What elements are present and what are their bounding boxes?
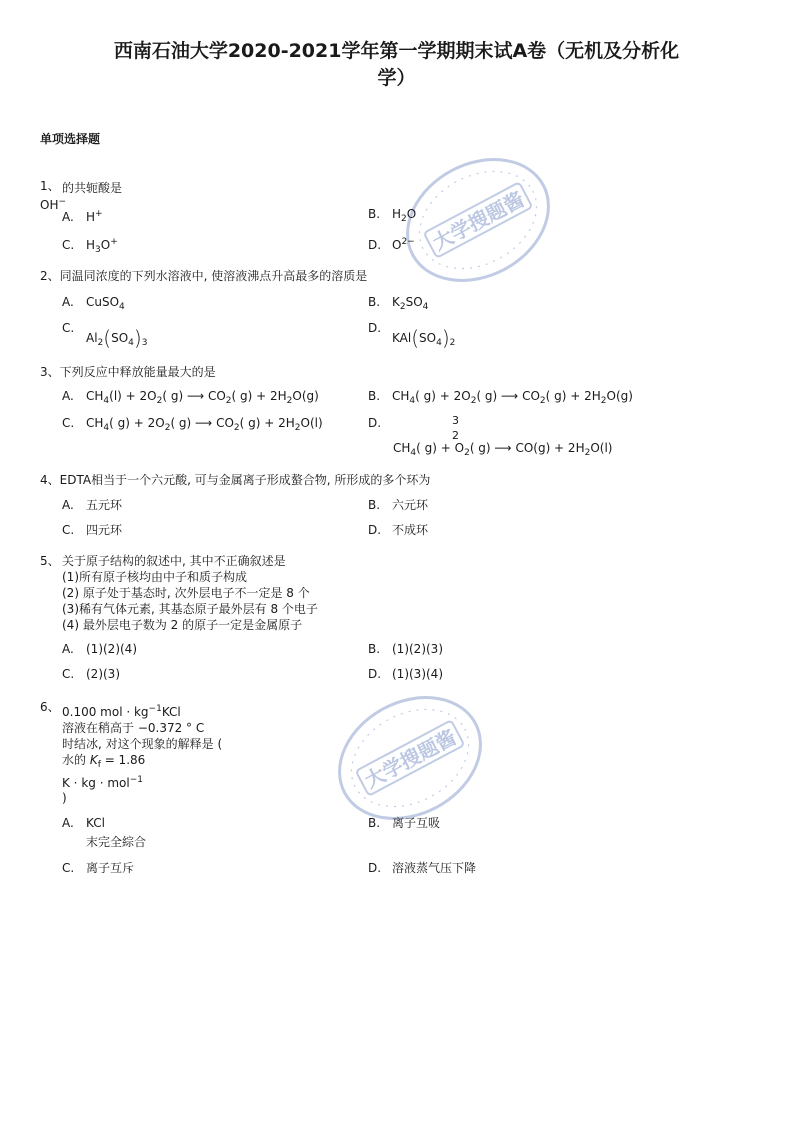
watermark-stamp xyxy=(330,688,490,828)
option-letter: A. xyxy=(62,295,74,309)
option-letter: D. xyxy=(368,238,382,252)
option-text: $CH_4$( $g) + O_2$( g) ⟶ $CO(g) + 2H_2O(l)$ xyxy=(393,441,613,458)
question-2 xyxy=(40,268,367,284)
page-title: 西南石油大学2020-2021学年第一学期期末试A卷（无机及分析化 学） xyxy=(113,40,680,89)
option-text: H+ xyxy=(86,209,103,224)
question-number: 3、 xyxy=(40,365,60,379)
option-c[interactable] xyxy=(62,522,122,538)
option-text: (1)(2)(3) xyxy=(392,642,443,656)
option-d[interactable] xyxy=(368,860,476,876)
option-text: $O^{2-}$ xyxy=(392,237,415,252)
option-text: KCl 末完全綜合 xyxy=(86,816,147,849)
option-a[interactable] xyxy=(62,815,146,852)
watermark-text: 大学搜题酱 xyxy=(428,186,529,255)
option-letter: D. xyxy=(368,321,382,335)
option-c[interactable] xyxy=(62,666,120,682)
option-letter: A. xyxy=(62,642,74,656)
option-letter: C. xyxy=(62,861,75,875)
option-text: 五元环 xyxy=(86,498,123,512)
option-letter: B. xyxy=(368,642,381,656)
question-3 xyxy=(40,364,216,380)
fraction-numerator: 3 xyxy=(452,414,459,427)
option-letter: C. xyxy=(62,416,75,430)
option-a[interactable] xyxy=(62,294,125,315)
option-text: (2)(3) xyxy=(86,667,120,681)
option-c[interactable] xyxy=(62,320,148,350)
question-5 xyxy=(40,553,60,569)
option-letter: C. xyxy=(62,238,75,252)
option-text: 六元环 xyxy=(392,498,429,512)
option-b[interactable] xyxy=(368,388,633,409)
option-letter: B. xyxy=(368,498,381,512)
option-letter: B. xyxy=(368,295,381,309)
question-number: 6、 xyxy=(40,700,60,714)
option-d[interactable] xyxy=(368,666,443,682)
option-d[interactable] xyxy=(368,522,428,538)
option-letter: A. xyxy=(62,498,74,512)
question-stem-line6: ) xyxy=(62,791,67,805)
option-letter: A. xyxy=(62,389,74,403)
option-a[interactable] xyxy=(62,388,319,409)
question-1-stem-line2: 的共轭酸是 xyxy=(62,181,123,195)
option-text: (1)(2)(4) xyxy=(86,642,137,656)
question-number: 4、 xyxy=(40,473,60,487)
option-d[interactable] xyxy=(368,415,392,431)
watermark-stamp xyxy=(398,150,558,290)
option-b[interactable] xyxy=(368,294,428,315)
option-text: 不成环 xyxy=(392,523,429,537)
option-letter: D. xyxy=(368,416,382,430)
question-number: 2、 xyxy=(40,269,60,283)
option-text: $K_2SO_4$ xyxy=(392,295,429,312)
option-letter: B. xyxy=(368,816,381,830)
fraction-denominator: 2 xyxy=(452,429,459,442)
option-d[interactable] xyxy=(368,234,415,253)
option-c[interactable] xyxy=(62,234,118,258)
option-b[interactable] xyxy=(368,641,443,657)
question-stem-line3: 时结冰, 对这个现象的解释是 ( xyxy=(62,737,223,751)
question-stem-line1: 0.100 mol · $kg^{-1}KCl$ xyxy=(62,704,181,719)
option-b[interactable] xyxy=(368,497,428,513)
option-text: 离子互吸 xyxy=(392,816,441,830)
question-number: 1、 xyxy=(40,179,60,193)
option-b[interactable] xyxy=(368,206,416,227)
option-letter: C. xyxy=(62,321,75,335)
option-letter: D. xyxy=(368,861,382,875)
question-stem: 下列反应中释放能量最大的是 xyxy=(59,365,216,379)
question-stem-line2: 溶液在稍高于 −0.372 ° C xyxy=(62,721,205,735)
option-text: $KAl(SO_4)_2$ xyxy=(392,326,456,350)
question-stem: OH− xyxy=(40,197,67,212)
option-letter: D. xyxy=(368,667,382,681)
option-text: $H_2O$ xyxy=(392,207,417,224)
question-stem: 关于原子结构的叙述中, 其中不正确叙述是 (1)所有原子核均由中子和质子构成 (2) 原子处于基态时, 次外层电子不一定是 8 个 (3)稀有气体元素, 其基态原子最外层有 8 个电子 (4) 最外层电子数为 2 的原子一定是金属原子 xyxy=(62,554,318,632)
question-stem-line5: K · kg · mol$^{-1}$ xyxy=(62,775,143,790)
option-text: (1)(3)(4) xyxy=(392,667,443,681)
option-text: $H_3O^+$ xyxy=(86,237,118,255)
question-4 xyxy=(40,472,430,488)
option-text: 溶液蒸气压下降 xyxy=(392,861,477,875)
option-text: 四元环 xyxy=(86,523,123,537)
option-letter: A. xyxy=(62,210,74,224)
option-d[interactable] xyxy=(368,320,456,350)
option-letter: C. xyxy=(62,523,75,537)
option-c[interactable] xyxy=(62,860,134,876)
option-letter: B. xyxy=(368,207,381,221)
option-text: 离子互斥 xyxy=(86,861,135,875)
option-text: $Al_2(SO_4)_3$ xyxy=(86,326,148,350)
option-b[interactable] xyxy=(368,815,440,831)
option-text: CuSO$_4$ xyxy=(86,295,125,312)
question-stem: EDTA相当于一个六元酸, 可与金属离子形成螯合物, 所形成的多个环为 xyxy=(59,473,431,487)
section-heading: 单项选择题 xyxy=(40,132,101,146)
option-a[interactable] xyxy=(62,206,103,225)
question-6 xyxy=(40,699,60,715)
option-a[interactable] xyxy=(62,497,122,513)
question-stem: 同温同浓度的下列水溶液中, 使溶液沸点升高最多的溶质是 xyxy=(59,269,368,283)
option-c[interactable] xyxy=(62,415,323,436)
option-a[interactable] xyxy=(62,641,137,657)
option-letter: C. xyxy=(62,667,75,681)
option-letter: A. xyxy=(62,816,74,830)
option-text: $CH_4$( $g) + 2O_2$( g) ⟶ $CO_2$( $g) + 2H_2O(g)$ xyxy=(392,389,633,406)
watermark-text: 大学搜题酱 xyxy=(360,724,461,793)
question-number: 5、 xyxy=(40,554,60,568)
question-stem-line4: 水的 $K_f = 1.86$ xyxy=(62,753,146,770)
option-letter: D. xyxy=(368,523,382,537)
option-text: $CH_4$( $g) + 2O_2$( g) ⟶ $CO_2$( $g) + 2H_2O(l)$ xyxy=(86,416,323,433)
option-text: $CH_4(l) + 2O_2$( g) ⟶ $CO_2$( $g) + 2H_2O(g)$ xyxy=(86,389,319,406)
option-letter: B. xyxy=(368,389,381,403)
